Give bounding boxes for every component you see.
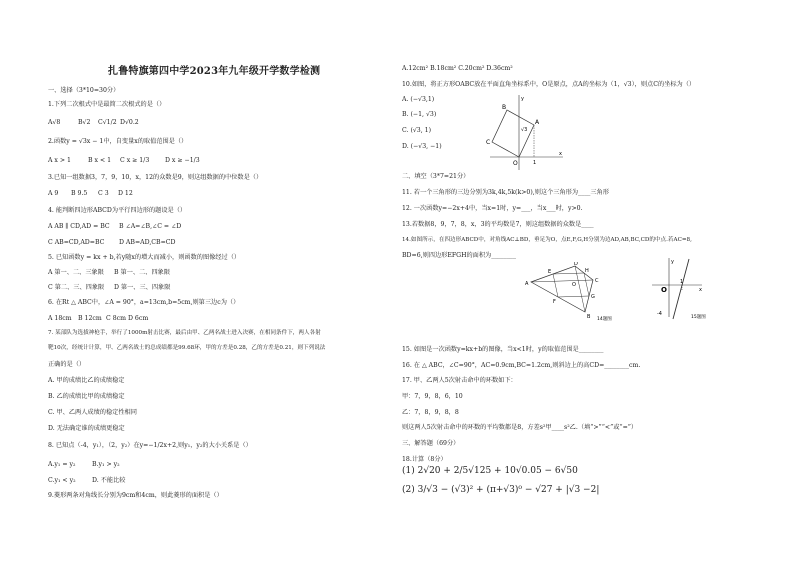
option: D 6cm xyxy=(128,315,149,322)
fig10-label: 1 xyxy=(533,160,537,166)
fig10-label: x xyxy=(559,151,562,157)
fig10-label: √3 xyxy=(521,127,528,133)
fig10-label: y xyxy=(521,96,524,102)
fig14-label: D xyxy=(574,262,578,267)
fill-question: 甲：7，9，8，6，10 xyxy=(402,393,463,400)
fig15-caption: 15题图 xyxy=(691,315,706,320)
fig14-label: B xyxy=(587,314,591,320)
fill-question: 17. 甲、乙两人5次射击命中的环数如下： xyxy=(402,377,517,384)
fill-question: 乙：7，8，9，8，8 xyxy=(402,409,459,416)
page-title: 扎鲁特旗第四中学2023年九年级开学数学检测 xyxy=(108,66,321,77)
option: D 12 xyxy=(118,190,133,197)
option: C. 甲、乙两人成绩的稳定性相同 xyxy=(48,409,137,416)
question-stem-cont: 正确的是（） xyxy=(48,361,86,368)
option: C x ≥ 1/3 xyxy=(120,157,150,164)
option: B 12cm xyxy=(78,315,102,322)
fig10-label: C xyxy=(486,139,491,146)
option: B 第一、二、四象限 xyxy=(114,269,171,276)
question-stem: 7. 某部队为选拔神枪手，举行了1000m射击比赛，最后由甲、乙两名战士进入决赛，在相同条件下，两人各射 xyxy=(48,330,321,336)
option: A 第一、二、三象限 xyxy=(48,269,104,276)
option: A. (−√3,1) xyxy=(402,96,435,103)
fill-question: 16. 在 △ ABC，∠C=90°，AC=0.9cm,BC=1.2cm,则斜边上的高CD=________cm. xyxy=(402,362,641,369)
fig15-label: y xyxy=(671,259,674,265)
fig14-label: F xyxy=(553,299,556,305)
fig15-label: 1 xyxy=(680,279,684,285)
option: D x ≥ −1/3 xyxy=(165,157,200,164)
fill-question: 14.如图所示，在四边形ABCD中，对角线AC⊥BD，垂足为O，点E,F,G,H分别为边AD,AB,BC,CD的中点.若AC=8, xyxy=(402,237,692,243)
fill-question: 11. 若一个三角形的三边分别为3k,4k,5k(k>0),则这个三角形为____三角形 xyxy=(402,189,609,196)
calc-expression: (1) 2√20 + 2/5√125 + 10√0.05 − 6√50 xyxy=(402,466,578,476)
option: A AB ∥ CD,AD = BC xyxy=(48,223,110,230)
fill-question: BD=6,则四边形EFGH的面积为________ xyxy=(402,252,516,259)
option: A.y₁ = y₂ xyxy=(48,461,76,468)
option: C 8cm xyxy=(106,315,126,322)
fill-question: 13.若数据8，9，7，8，x，3的平均数是7，则这组数据的众数是____ xyxy=(402,221,594,228)
question-stem: 2.函数y = √3x − 1中，自变量x的取值范围是（） xyxy=(48,138,188,145)
fig15-label: O xyxy=(661,286,667,294)
option: B.y₁ > y₂ xyxy=(92,461,120,468)
question-stem: 4. 能判断四边形ABCD为平行四边形的题设是（） xyxy=(48,207,187,214)
question-stem: 3.已知一组数据3，7，9，10，x，12的众数是9，则这组数据的中位数是（） xyxy=(48,174,263,181)
option: D. (−√3, −1) xyxy=(402,143,442,150)
fig14-label: C xyxy=(595,278,599,284)
fig14-label: H xyxy=(585,268,589,274)
question-stem: 18.计算（8分） xyxy=(402,456,447,463)
option: C 第二、三、四象限 xyxy=(48,284,105,291)
option: B. (−1, √3) xyxy=(402,111,437,118)
option: D 第一、三、四象限 xyxy=(114,284,171,291)
option: B√2 xyxy=(78,119,91,126)
fig10-label: A xyxy=(535,119,540,126)
option: D. 不能比较 xyxy=(92,477,126,484)
option: A. 甲的成绩比乙的成绩稳定 xyxy=(48,377,125,384)
fig14-label: A xyxy=(525,281,529,287)
option: A 9 xyxy=(48,190,59,197)
question-stem: 8. 已知点（-4，y₁），（2，y₂）在y=−1/2x+2,则y₁，y₂的大小关系是（） xyxy=(48,442,252,449)
option: A√8 xyxy=(48,119,61,126)
question-stem: 9.菱形两条对角线长分别为9cm和4cm，则此菱形的面积是（） xyxy=(48,492,223,499)
option: B 9.5 xyxy=(71,190,88,197)
option: D AB=AD,CB=CD xyxy=(119,239,176,246)
fig15-label: -4 xyxy=(657,311,662,317)
fill-question: 15. 如图是一次函数y=kx+b的图像，当x<1时，y的取值范围是________ xyxy=(402,346,604,353)
calc-expression: (2) 3/√3 − (√3)² + (π+√3)⁰ − √27 + |√3 −2| xyxy=(402,485,600,495)
option: C.y₁ < y₂ xyxy=(48,477,76,484)
option: A 18cm xyxy=(48,315,72,322)
option: B ∠A=∠B,∠C = ∠D xyxy=(119,223,182,230)
question-stem-cont: 靶10次，经统计计算，甲、乙两名战士的总成绩都是99.68环，甲的方差是0.28，乙的方差是0.21，则下列说法 xyxy=(48,345,326,351)
section-heading: 三、解答题（69分） xyxy=(402,440,460,447)
q10-stem: 10.如图，将正方形OABC放在平面直角坐标系中，O是原点，点A的坐标为（1，√3），则点C的坐标为（） xyxy=(402,81,696,88)
section-heading: 二、填空（3*7=21分） xyxy=(402,173,470,180)
fig14-label: G xyxy=(591,294,595,300)
q9-options: A.12cm² B.18cm² C.20cm² D.36cm² xyxy=(402,65,513,72)
option: C. (√3, 1) xyxy=(402,127,432,134)
option: C 3 xyxy=(98,190,109,197)
figure-q15 xyxy=(647,255,722,325)
section-heading: 一、选择（3*10=30分） xyxy=(48,87,120,94)
option: A x > 1 xyxy=(48,157,71,164)
fig15-label: x xyxy=(699,287,702,293)
question-stem: 5. 已知函数y = kx + b,若y随x的增大而减小，则函数的图像经过（） xyxy=(48,254,241,261)
question-stem: 6. 在Rt △ ABC中，∠A = 90°，a=13cm,b=5cm,则第三边c为（） xyxy=(48,299,240,306)
fig14-caption: 14题图 xyxy=(597,317,612,322)
fill-question: 则这两人5次射击命中的环数的平均数都是8，方差s²甲____s²乙.（填“>”“<”或“=”） xyxy=(402,424,638,431)
fig10-label: B xyxy=(502,104,507,111)
fig14-label: O xyxy=(572,282,576,288)
option: B. 乙的成绩比甲的成绩稳定 xyxy=(48,393,125,400)
option: D. 无法确定谁的成绩更稳定 xyxy=(48,425,125,432)
figure-q10 xyxy=(485,92,565,172)
figure-q14 xyxy=(517,262,627,322)
fig14-label: E xyxy=(548,269,552,275)
option: C√1/2 xyxy=(98,119,117,126)
option: B x < 1 xyxy=(88,157,112,164)
option: D√0.2 xyxy=(120,119,139,126)
question-stem: 1.下列二次根式中是最简二次根式的是（） xyxy=(48,101,166,108)
option: C AB=CD,AD=BC xyxy=(48,239,105,246)
fig10-label: O xyxy=(513,160,518,167)
fill-question: 12. 一次函数y=−2x+4中，当x=1时，y=___，当x___时，y>0. xyxy=(402,205,583,212)
